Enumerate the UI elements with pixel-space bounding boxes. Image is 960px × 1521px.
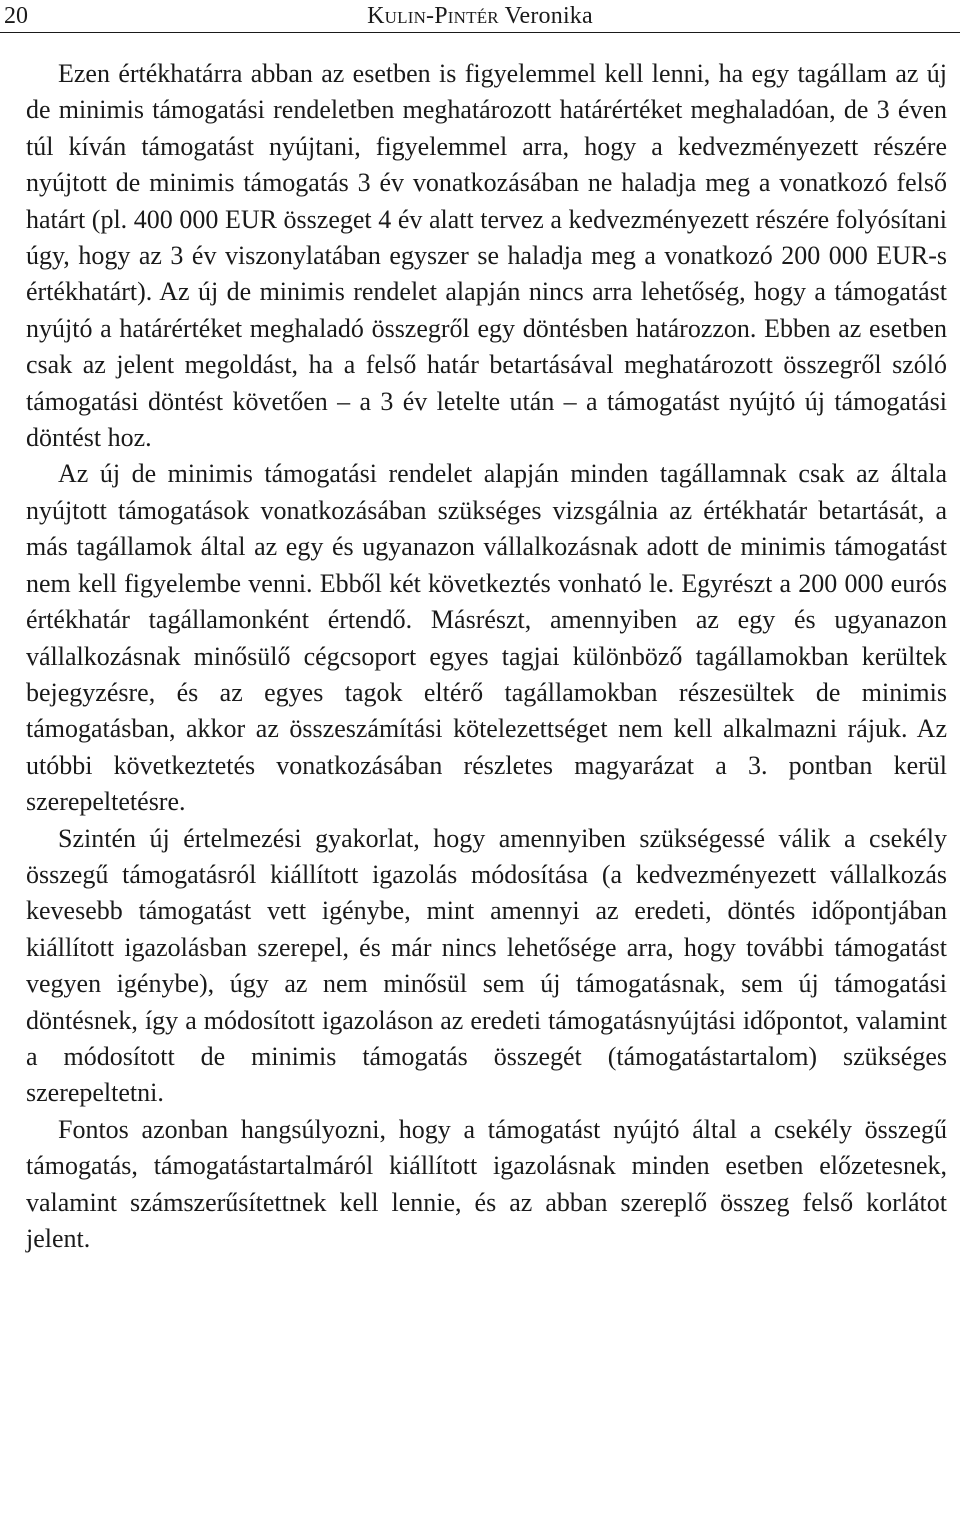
body-text bbox=[26, 56, 947, 1257]
author-given-name: Veronika bbox=[504, 3, 593, 29]
running-head-author bbox=[0, 3, 960, 29]
author-surname: Kulin-Pintér bbox=[367, 3, 499, 29]
paragraph: Szintén új értelmezési gyakorlat, hogy amennyiben szükségessé válik a csekély összegű támogatásról kiállított igazolás módosítása (a kedvezményezett vállalkozás kevesebb támogatást vett igénybe, mint amennyi az eredeti, döntés időpontjában kiállított igazolásban szerepel, és már nincs lehetősége arra, hogy további támogatást vegyen igénybe), úgy az nem minősül sem új támogatásnak, sem új támogatási döntésnek, így a módosított igazoláson az eredeti támogatásnyújtási időpontot, valamint a módosított de minimis támogatás összegét (támogatástartalom) szükséges szerepeltetni. bbox=[26, 823, 947, 1108]
running-header bbox=[0, 0, 960, 33]
paragraph: Ezen értékhatárra abban az esetben is figyelemmel kell lenni, ha egy tagállam az új de minimis támogatási rendeletben meghatározott határértéket meghaladóan, de 3 éven túl kíván támogatást nyújtani, figyelemmel arra, hogy a kedvezményezett részére nyújtott de minimis támogatás 3 év vonatkozásában ne haladja meg a vonatkozó felső határt (pl. 400 000 EUR összeget 4 év alatt tervez a kedvezményezett részére folyósítani úgy, hogy az 3 év viszonylatában egyszer se haladja meg a vonatkozó 200 000 EUR-s értékhatárt). Az új de minimis rendelet alapján nincs arra lehetőség, hogy a támogatást nyújtó a határértéket meghaladó összegről egy döntésben határozzon. Ebben az esetben csak az jelent megoldást, ha a felső határ betartásával meghatározott összegről szóló támogatási döntést követően – a 3 év letelte után – a támogatást nyújtó új támogatási döntést hoz. bbox=[26, 59, 947, 453]
paragraph: Az új de minimis támogatási rendelet alapján minden tagállamnak csak az általa nyújtott támogatások vonatkozásában szükséges vizsgálnia az értékhatár betartását, a más tagállamok által az egy és ugyanazon vállalkozásnak adott de minimis támogatást nem kell figyelembe venni. Ebből két következtés vonható le. Egyrészt a 200 000 eurós értékhatár tagállamonként értendő. Másrészt, amennyiben az egy és ugyanazon vállalkozásnak minősülő cégcsoport egyes tagjai különböző tagállamokban kerültek bejegyzésre, és az egyes tagok eltérő tagállamokban részesültek de minimis támogatásban, akkor az összeszámítási kötelezettséget nem kell alkalmazni rájuk. Az utóbbi következtetés vonatkozásában részletes magyarázat a 3. pontban kerül szerepeltetésre. bbox=[26, 459, 947, 817]
paragraph: Fontos azonban hangsúlyozni, hogy a támogatást nyújtó által a csekély összegű támogatás, támogatástartalmáról kiállított igazolásnak minden esetben előzetesnek, valamint számszerűsítettnek kell lennie, és az abban szereplő összeg felső korlátot jelent. bbox=[26, 1114, 947, 1253]
page-number: 20 bbox=[4, 3, 28, 29]
